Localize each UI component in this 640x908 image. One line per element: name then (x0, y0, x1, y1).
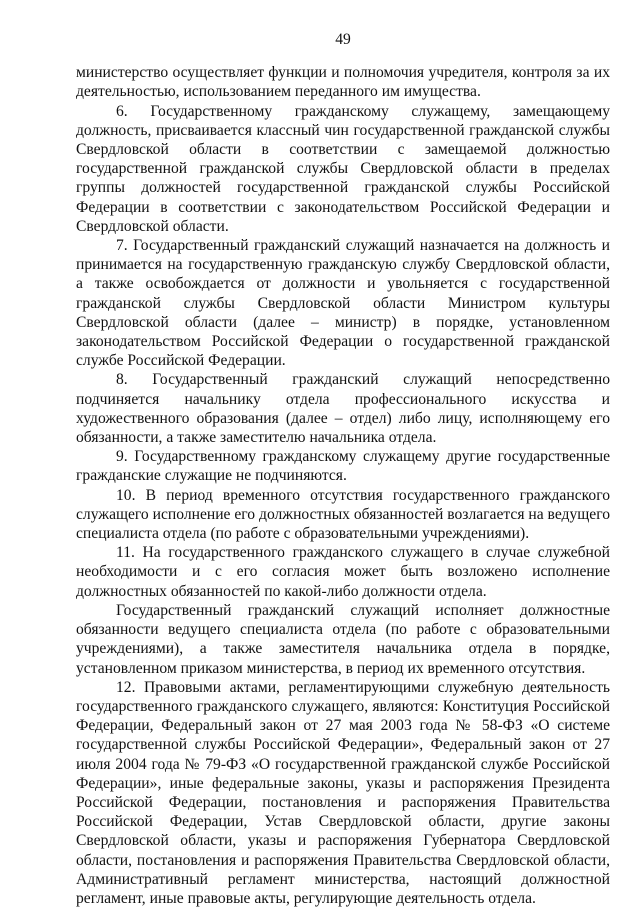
paragraph-intro: министерство осуществляет функции и полномочия учредителя, контроля за их деятельностью, использованием переданного им имущества. (76, 64, 610, 101)
paragraph-11-continued: Государственный гражданский служащий исполняет должностные обязанности ведущего специалиста отдела (по работе с образовательными учреждениями), а также заместителя начальника отдела в порядке, установленном приказом министерства, в период их временного отсутствия. (76, 601, 610, 677)
document-page (76, 30, 610, 908)
paragraph-6: 6. Государственному гражданскому служащему, замещающему должность, присваивается классный чин государственной гражданской службы Свердловской области в соответствии с замещаемой должностью государственной гражданской службы Свердловской области в пределах группы должностей государственной гражданской службы Российской Федерации в соответствии с законодательством Российской Федерации и Свердловской области. (76, 102, 610, 235)
paragraph-8: 8. Государственный гражданский служащий непосредственно подчиняется начальнику отдела профессионального искусства и художественного образования (далее – отдел) либо лицу, исполняющему его обязанности, а также заместителю начальника отдела. (76, 371, 610, 447)
paragraph-10: 10. В период временного отсутствия государственного гражданского служащего исполнение его должностных обязанностей возлагается на ведущего специалиста отдела (по работе с образовательными учреждениями). (76, 486, 611, 543)
paragraph-12: 12. Правовыми актами, регламентирующими служебную деятельность государственного гражданского служащего, являются: Конституция Российской Федерации, Федеральный закон от 27 мая 2003 года № 58-ФЗ «О системе государственной службы Российской Федерации», Федеральный закон от 27 июля 2004 года № 79-ФЗ «О государственной гражданской службе Российской Федерации», иные федеральные законы, указы и распоряжения Президента Российской Федерации, постановления и распоряжения Правительства Российской Федерации, Устав Свердловской области, другие законы Свердловской области, указы и распоряжения Губернатора Свердловской области, постановления и распоряжения Правительства Свердловской области, Административный регламент министерства, настоящий должностной регламент, иные правовые акты, регулирующие деятельность отдела. (76, 678, 610, 907)
paragraph-9: 9. Государственному гражданскому служащему другие государственные гражданские служащие не подчиняются. (76, 448, 610, 485)
paragraph-11: 11. На государственного гражданского служащего в случае служебной необходимости и с его согласия может быть возложено исполнение должностных обязанностей по какой-либо должности отдела. (76, 544, 610, 600)
page-number: 49 (335, 31, 351, 48)
paragraph-7: 7. Государственный гражданский служащий назначается на должность и принимается на государственную гражданскую службу Свердловской области, а также освобождается от должности и увольняется с государственной гражданской службы Свердловской области Министром культуры Свердловской области (далее – министр) в порядке, установленном законодательством Российской Федерации о государственной гражданской службе Российской Федерации. (76, 237, 610, 370)
